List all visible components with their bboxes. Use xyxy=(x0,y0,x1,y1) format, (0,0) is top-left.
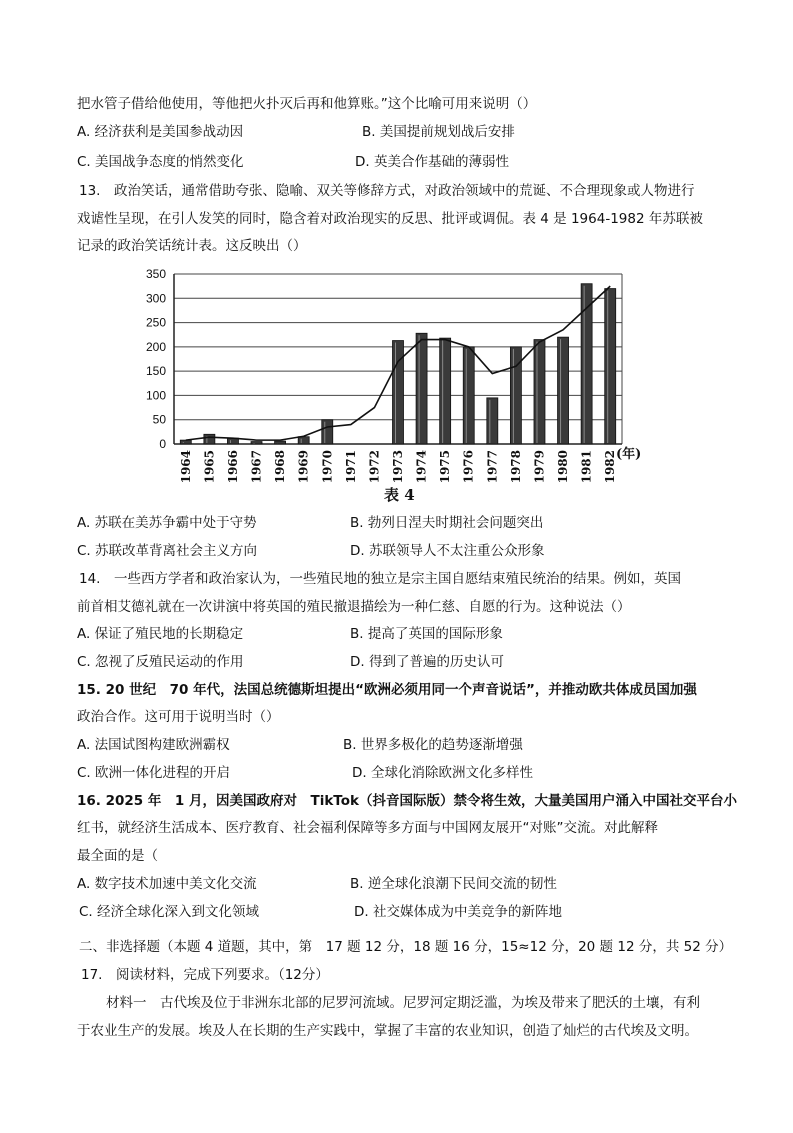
q16-stem-line1: 16. 2025 年 1 月，因美国政府对 TikTok（抖音国际版）禁令将生效，大量美国用户涌入中国社交平台小 xyxy=(77,793,737,809)
chart-caption: 表 4 xyxy=(384,486,415,504)
x-tick-label: 1976 xyxy=(461,450,476,484)
q13-option-c[interactable]: C. 苏联改革背离社会主义方向 xyxy=(77,543,258,559)
q13-stem-line1: 13. 政治笑话，通常借助夸张、隐喻、双关等修辞方式，对政治领域中的荒诞、不合理现象或人物进行 xyxy=(79,183,695,199)
political-jokes-chart xyxy=(130,262,642,490)
bar xyxy=(487,398,498,444)
x-axis-unit-label: (年) xyxy=(616,447,642,462)
bar xyxy=(180,440,191,444)
q17-material1-line1: 材料一 古代埃及位于非洲东北部的尼罗河流域。尼罗河定期泛滥，为埃及带来了肥沃的土壤，有利 xyxy=(106,995,700,1011)
x-tick-label: 1972 xyxy=(367,450,382,484)
x-tick-label: 1965 xyxy=(202,450,217,484)
q14-stem-line2: 前首相艾德礼就在一次讲演中将英国的殖民撤退描绘为一种仁慈、自愿的行为。这种说法（） xyxy=(77,599,631,615)
x-tick-label: 1978 xyxy=(508,450,523,484)
q15-option-a[interactable]: A. 法国试图构建欧洲霸权 xyxy=(77,737,230,753)
x-tick-label: 1979 xyxy=(532,450,547,484)
bar xyxy=(463,347,474,444)
x-tick-label: 1970 xyxy=(320,450,335,484)
q13-option-a[interactable]: A. 苏联在美苏争霸中处于守势 xyxy=(77,515,257,531)
y-tick-label: 300 xyxy=(145,291,166,306)
x-tick-label: 1980 xyxy=(556,450,571,484)
q16-stem-line2: 红书，就经济生活成本、医疗教育、社会福利保障等多方面与中国网友展开“对账”交流。对此解释 xyxy=(77,820,658,836)
q16-option-b[interactable]: B. 逆全球化浪潮下民间交流的韧性 xyxy=(350,876,557,892)
q16-option-d[interactable]: D. 社交媒体成为中美竞争的新阵地 xyxy=(354,904,562,920)
x-tick-label: 1969 xyxy=(296,450,311,484)
bar xyxy=(322,420,333,444)
y-tick-label: 100 xyxy=(145,388,166,403)
q17-material1-line2: 于农业生产的发展。埃及人在长期的生产实践中，掌握了丰富的农业知识，创造了灿烂的古代埃及文明。 xyxy=(77,1023,698,1039)
q13-stem-line2: 戏谑性呈现，在引人发笑的同时，隐含着对政治现实的反思、批评或调侃。表 4 是 1964-1982 年苏联被 xyxy=(77,211,703,227)
bar xyxy=(440,338,451,444)
x-tick-label: 1973 xyxy=(391,450,405,484)
x-tick-label: 1982 xyxy=(603,450,618,484)
x-tick-label: 1967 xyxy=(249,450,264,484)
x-tick-label: 1981 xyxy=(579,450,594,484)
bar xyxy=(251,442,262,444)
q15-option-d[interactable]: D. 全球化消除欧洲文化多样性 xyxy=(352,765,533,781)
q14-option-d[interactable]: D. 得到了普遍的历史认可 xyxy=(350,654,504,670)
x-tick-label: 1971 xyxy=(343,450,358,484)
bar xyxy=(534,340,545,444)
x-tick-label: 1974 xyxy=(414,450,429,484)
x-tick-label: 1964 xyxy=(178,450,193,484)
y-tick-label: 200 xyxy=(145,339,166,354)
x-tick-label: 1977 xyxy=(485,450,500,484)
q15-stem-line2: 政治合作。这可用于说明当时（） xyxy=(77,709,280,725)
q12-option-a[interactable]: A. 经济获利是美国参战动因 xyxy=(77,124,244,140)
y-tick-label: 50 xyxy=(152,412,166,427)
q14-stem-line1: 14. 一些西方学者和政治家认为，一些殖民地的独立是宗主国自愿结束殖民统治的结果。例如，英国 xyxy=(79,571,681,587)
q12-option-c[interactable]: C. 美国战争态度的悄然变化 xyxy=(77,154,244,170)
y-tick-label: 350 xyxy=(145,267,166,281)
bar xyxy=(275,441,286,444)
x-tick-label: 1968 xyxy=(273,450,288,484)
bar xyxy=(204,434,215,444)
bar xyxy=(393,341,404,444)
y-tick-label: 150 xyxy=(145,364,166,379)
q13-stem-line3: 记录的政治笑话统计表。这反映出（） xyxy=(77,238,307,254)
q15-stem-line1: 15. 20 世纪 70 年代，法国总统德斯坦提出“欧洲必须用同一个声音说话”，并推动欧共体成员国加强 xyxy=(77,682,697,698)
x-tick-label: 1975 xyxy=(438,450,453,484)
y-tick-label: 250 xyxy=(145,315,166,330)
q16-stem-line3: 最全面的是（ xyxy=(77,848,158,864)
q17-stem: 17. 阅读材料，完成下列要求。（12分） xyxy=(81,967,329,983)
y-tick-label: 0 xyxy=(159,437,166,451)
bar xyxy=(605,289,616,444)
bar xyxy=(298,437,309,444)
q12-option-d[interactable]: D. 英美合作基础的薄弱性 xyxy=(355,154,509,170)
q12-stem-tail: 把水管子借给他使用，等他把火扑灭后再和他算账。”这个比喻可用来说明（） xyxy=(77,96,537,112)
q14-option-a[interactable]: A. 保证了殖民地的长期稳定 xyxy=(77,626,244,642)
q14-option-c[interactable]: C. 忽视了反殖民运动的作用 xyxy=(77,654,244,670)
x-tick-label: 1966 xyxy=(225,450,240,484)
q12-option-b[interactable]: B. 美国提前规划战后安排 xyxy=(362,124,515,140)
q15-option-b[interactable]: B. 世界多极化的趋势逐渐增强 xyxy=(343,737,523,753)
bar xyxy=(558,337,569,444)
section2-heading: 二、非选择题（本题 4 道题，其中，第 17 题 12 分，18 题 16 分，15≈12 分，20 题 12 分，共 52 分） xyxy=(79,939,733,955)
q13-option-b[interactable]: B. 勃列日涅夫时期社会问题突出 xyxy=(350,515,544,531)
q16-option-a[interactable]: A. 数字技术加速中美文化交流 xyxy=(77,876,257,892)
bar xyxy=(416,333,427,444)
q16-option-c[interactable]: C. 经济全球化深入到文化领域 xyxy=(79,904,260,920)
q14-option-b[interactable]: B. 提高了英国的国际形象 xyxy=(350,626,503,642)
q15-option-c[interactable]: C. 欧洲一体化进程的开启 xyxy=(77,765,231,781)
q13-option-d[interactable]: D. 苏联领导人不太注重公众形象 xyxy=(350,543,545,559)
